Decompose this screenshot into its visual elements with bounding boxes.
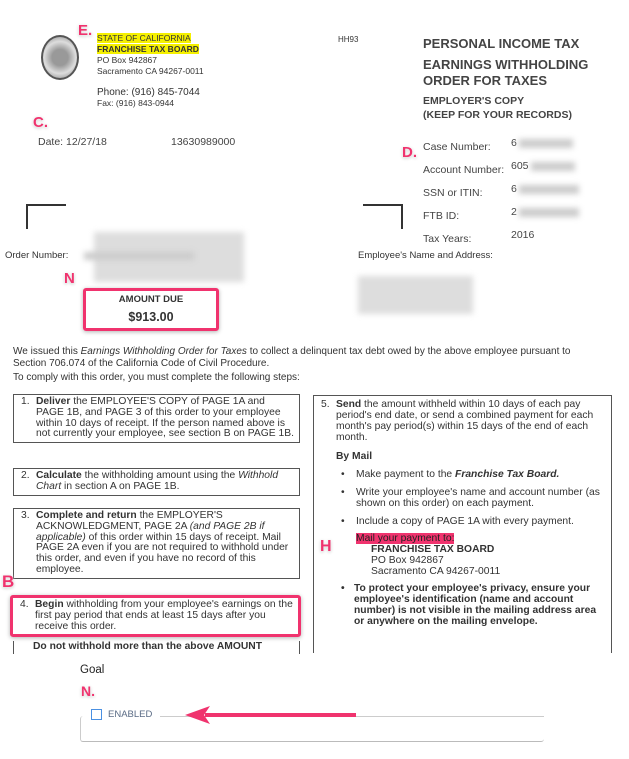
step-5-box [313,395,612,653]
annotation-b: B [2,572,15,591]
bullet-text: Write your employee's name and account number (as shown on this order) on each payment. [356,487,600,509]
redacted-order-number [84,252,194,260]
step-4-continued: Do not withhold more than the above AMOUNT [13,641,300,654]
field-label: FTB ID: [423,210,460,222]
step-number: 1. [21,396,30,407]
amount-due-box [83,288,219,331]
bullet-make-payment: • Make payment to the Franchise Tax Board. [341,469,560,480]
by-mail-heading: By Mail [336,451,373,462]
sender-line4: Sacramento CA 94267-0011 [97,66,204,76]
title-line4: EMPLOYER'S COPY [423,95,525,107]
annotation-c: C. [33,114,48,131]
bullet-privacy: • To protect your employee's privacy, ensure your employee's identification (name and account number) is not visible in the mailing address area or anywhere on the mailing envelope. [341,583,597,627]
sender-address [97,33,204,109]
document-title [423,36,588,122]
bullet-include-copy: • Include a copy of PAGE 1A with every payment. [341,516,574,527]
mail-address-line3: Sacramento CA 94267-0011 [371,566,501,577]
step-verb: Calculate [36,470,82,481]
field-value: 2 [511,206,517,218]
state-seal-logo [41,35,79,80]
bullet-text: To protect your employee's privacy, ensure your employee's identification (name and account number) is not visible in the mailing address area or anywhere on the mailing envelope. [354,583,597,627]
sender-fax: Fax: (916) 843-0944 [97,98,175,108]
field-ssn [423,183,517,206]
intro-italic: Earnings Withholding Order for Taxes [80,346,247,357]
enabled-checkbox[interactable] [91,709,102,720]
field-label: Case Number: [423,141,491,153]
step-verb: Complete and return [36,510,137,521]
step-4-box [10,595,301,637]
step-italic: (and PAGE 2B if applicable) [36,520,265,543]
sender-line1: STATE OF CALIFORNIA [97,33,191,43]
mail-address-line1: FRANCHISE TAX BOARD [371,544,495,555]
goal-title: Goal [80,664,105,676]
step-text-2: in section A on PAGE 1B. [61,480,180,492]
field-value: 6 [511,137,517,149]
mail-to-highlight: Mail your payment to: [356,533,455,544]
employee-label: Employee's Name and Address: [358,250,493,261]
sender-phone: Phone: (916) 845-7044 [97,87,200,98]
step-text-2: of this order within 15 days of receipt. Mail PAGE 2A even if you are not required to withhold under this order, and even if you have no record of this employee. [36,531,289,575]
bullet-text: Make payment to the [356,469,456,480]
step-number: 5. [321,399,330,410]
sender-line3: PO Box 942867 [97,55,158,65]
amount-due-value: $913.00 [128,310,174,324]
step-number: 4. [20,599,29,610]
step-verb: Begin [35,599,64,610]
field-value: 605 [511,160,529,172]
redacted-value [531,162,575,171]
step-1-box [13,394,300,443]
step-text: the EMPLOYEE'S COPY of PAGE 1A and PAGE 1B, and PAGE 3 of this order to your employee within 10 days of receipt. If the person named above is not currently your employee, see section B on PAGE 1B. [36,396,294,440]
step-number: 3. [21,510,30,521]
enabled-label[interactable]: ENABLED [108,709,153,720]
intro-text-2: to collect a delinquent tax debt owed by the above employee pursuant to Section 706.074 of the California Code of Civil Procedure. [13,346,571,369]
title-line5: (KEEP FOR YOUR RECORDS) [423,109,572,121]
field-label: Account Number: [423,164,505,176]
form-code: HH93 [338,35,359,44]
order-number-label: Order Number: [5,250,69,261]
document-number: 13630989000 [171,136,236,148]
annotation-d: D. [402,144,417,161]
intro-instruction: To comply with this order, you must complete the following steps: [13,372,300,383]
step-italic: Withhold Chart [36,470,279,492]
bullet-text: Include a copy of PAGE 1A with every payment. [356,516,574,527]
intro-text: We issued this [13,346,81,357]
title-line3: ORDER FOR TAXES [423,73,547,88]
mail-address-line2: PO Box 942867 [371,555,444,566]
bullet-mail-to [336,533,606,544]
field-case-number [423,137,517,160]
amount-due-label: AMOUNT DUE [118,294,184,305]
window-bracket-left [26,204,66,229]
annotation-e: E. [78,22,93,39]
step-text: the withholding amount using the [81,470,239,481]
redacted-value [519,139,573,148]
sender-line2: FRANCHISE TAX BOARD [97,44,199,54]
account-fields [423,137,535,252]
field-value: 2016 [511,229,535,241]
field-account-number [423,160,529,183]
date: Date: 12/27/18 [38,136,107,148]
bullet-write-name: • Write your employee's name and account number (as shown on this order) on each payment. [341,487,600,509]
redacted-employee-address [358,276,473,314]
step-text: withholding from your employee's earnings on the first pay period that ends at least 15 days after you receive this order. [35,599,293,632]
step-number: 2. [21,470,30,481]
step-verb: Send [336,399,362,410]
annotation-h: H [320,538,332,555]
field-tax-years [423,229,535,252]
annotation-n: N [64,270,75,287]
step-2-box [13,468,300,496]
arrow-annotation-icon [180,703,360,727]
field-ftb-id [423,206,517,229]
title-line2: EARNINGS WITHHOLDING [423,57,589,72]
annotation-n-goal: N. [81,683,95,699]
field-label: SSN or ITIN: [423,187,483,199]
field-value: 6 [511,183,517,195]
field-label: Tax Years: [423,233,472,245]
bullet-emphasis: Franchise Tax Board. [455,469,560,480]
redacted-value [519,185,579,194]
window-bracket-right [363,204,403,229]
intro-paragraph [13,346,588,370]
step-text: the amount withheld within 10 days of each pay period's end date, or send a combined payment for each month's pay period(s) within 15 days of the end of each month. [336,399,594,443]
step-text: the EMPLOYER'S ACKNOWLEDGMENT, PAGE 2A [36,510,223,532]
step-3-box [13,508,300,579]
step-verb: Deliver [36,396,71,407]
title-line1: PERSONAL INCOME TAX [423,36,580,51]
redacted-value [519,208,579,217]
